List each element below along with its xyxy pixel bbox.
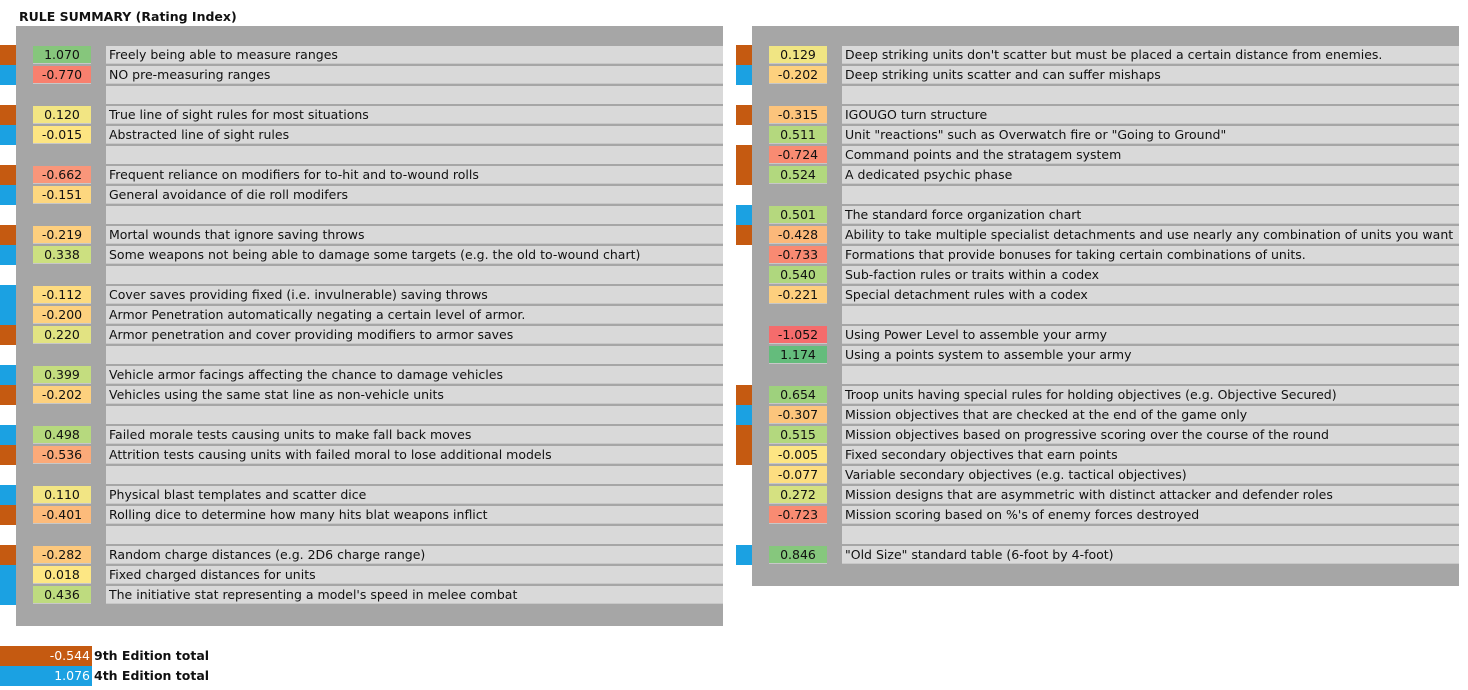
rule-row bbox=[752, 265, 1459, 285]
rating-value: 0.515 bbox=[769, 426, 827, 444]
edition-4th-marker bbox=[0, 565, 16, 585]
rule-row bbox=[16, 585, 723, 605]
cell-divider bbox=[827, 426, 842, 444]
rating-value: 0.220 bbox=[33, 326, 91, 344]
rule-label: Vehicle armor facings affecting the chance to damage vehicles bbox=[106, 366, 723, 384]
edition-9th-marker bbox=[0, 105, 16, 125]
rating-value: -0.770 bbox=[33, 66, 91, 84]
edition-9th-marker bbox=[0, 385, 16, 405]
edition-4th-marker bbox=[0, 585, 16, 605]
rule-row bbox=[752, 325, 1459, 345]
rule-label: Mission scoring based on %'s of enemy forces destroyed bbox=[842, 506, 1459, 524]
rule-label: Some weapons not being able to damage some targets (e.g. the old to-wound chart) bbox=[106, 246, 723, 264]
cell-divider bbox=[91, 306, 106, 324]
rule-row bbox=[16, 445, 723, 465]
rule-row bbox=[752, 105, 1459, 125]
rating-value: 0.846 bbox=[769, 546, 827, 564]
cell-divider bbox=[827, 166, 842, 184]
edition-9th-marker bbox=[0, 45, 16, 65]
total-value: 1.076 bbox=[0, 666, 92, 686]
rule-label: NO pre-measuring ranges bbox=[106, 66, 723, 84]
rating-value: 0.501 bbox=[769, 206, 827, 224]
cell-divider bbox=[827, 46, 842, 64]
rule-row bbox=[752, 485, 1459, 505]
rule-row bbox=[752, 45, 1459, 65]
rule-label: Unit "reactions" such as Overwatch fire or "Going to Ground" bbox=[842, 126, 1459, 144]
rule-label: Freely being able to measure ranges bbox=[106, 46, 723, 64]
edition-9th-marker bbox=[0, 545, 16, 565]
rule-label: Formations that provide bonuses for taking certain combinations of units. bbox=[842, 246, 1459, 264]
rating-value: 0.272 bbox=[769, 486, 827, 504]
rating-value: -0.428 bbox=[769, 226, 827, 244]
edition-4th-marker bbox=[0, 245, 16, 265]
total-label: 4th Edition total bbox=[94, 668, 210, 683]
spacer-row bbox=[842, 306, 1459, 324]
rating-value: -0.200 bbox=[33, 306, 91, 324]
cell-divider bbox=[91, 586, 106, 604]
spacer-row bbox=[106, 86, 723, 104]
rating-value: -0.151 bbox=[33, 186, 91, 204]
edition-4th-marker bbox=[0, 485, 16, 505]
edition-9th-marker bbox=[0, 505, 16, 525]
spacer-row bbox=[842, 86, 1459, 104]
rule-row bbox=[752, 225, 1459, 245]
rule-label: Using a points system to assemble your army bbox=[842, 346, 1459, 364]
rule-row bbox=[16, 225, 723, 245]
cell-divider bbox=[91, 486, 106, 504]
rating-value: 0.338 bbox=[33, 246, 91, 264]
rule-row bbox=[16, 505, 723, 525]
rule-row bbox=[16, 245, 723, 265]
edition-9th-marker bbox=[736, 445, 752, 465]
rule-label: Deep striking units don't scatter but must be placed a certain distance from enemies. bbox=[842, 46, 1459, 64]
cell-divider bbox=[827, 486, 842, 504]
rule-label: Sub-faction rules or traits within a codex bbox=[842, 266, 1459, 284]
spacer-row bbox=[106, 526, 723, 544]
rule-label: Random charge distances (e.g. 2D6 charge range) bbox=[106, 546, 723, 564]
edition-9th-marker bbox=[736, 225, 752, 245]
rule-row bbox=[752, 545, 1459, 565]
rule-row bbox=[16, 45, 723, 65]
rule-row bbox=[16, 485, 723, 505]
rule-row bbox=[752, 145, 1459, 165]
rule-row bbox=[752, 465, 1459, 485]
edition-9th-marker bbox=[736, 425, 752, 445]
edition-4th-marker bbox=[0, 65, 16, 85]
rule-row bbox=[752, 65, 1459, 85]
rating-value: 0.540 bbox=[769, 266, 827, 284]
rating-value: 0.018 bbox=[33, 566, 91, 584]
rule-label: Armor penetration and cover providing modifiers to armor saves bbox=[106, 326, 723, 344]
rule-row bbox=[752, 445, 1459, 465]
cell-divider bbox=[91, 506, 106, 524]
rule-label: Command points and the stratagem system bbox=[842, 146, 1459, 164]
cell-divider bbox=[827, 66, 842, 84]
rule-row bbox=[16, 105, 723, 125]
edition-4th-marker bbox=[736, 65, 752, 85]
rating-value: 0.399 bbox=[33, 366, 91, 384]
rating-value: 0.120 bbox=[33, 106, 91, 124]
cell-divider bbox=[827, 326, 842, 344]
page-title: RULE SUMMARY (Rating Index) bbox=[19, 9, 237, 24]
cell-divider bbox=[91, 566, 106, 584]
left-rules-panel bbox=[16, 26, 723, 626]
edition-9th-marker bbox=[736, 385, 752, 405]
right-rules-panel bbox=[752, 26, 1459, 586]
cell-divider bbox=[827, 506, 842, 524]
cell-divider bbox=[91, 226, 106, 244]
rule-label: Mission objectives based on progressive scoring over the course of the round bbox=[842, 426, 1459, 444]
cell-divider bbox=[91, 66, 106, 84]
rule-label: Variable secondary objectives (e.g. tactical objectives) bbox=[842, 466, 1459, 484]
cell-divider bbox=[827, 266, 842, 284]
rating-value: -0.662 bbox=[33, 166, 91, 184]
edition-9th-marker bbox=[0, 225, 16, 245]
cell-divider bbox=[827, 246, 842, 264]
cell-divider bbox=[91, 386, 106, 404]
rule-label: Special detachment rules with a codex bbox=[842, 286, 1459, 304]
rating-value: -0.005 bbox=[769, 446, 827, 464]
edition-4th-marker bbox=[736, 545, 752, 565]
rule-row bbox=[752, 345, 1459, 365]
rating-value: -0.315 bbox=[769, 106, 827, 124]
rule-label: The initiative stat representing a model's speed in melee combat bbox=[106, 586, 723, 604]
rule-row bbox=[752, 125, 1459, 145]
rule-label: Attrition tests causing units with failed moral to lose additional models bbox=[106, 446, 723, 464]
cell-divider bbox=[827, 146, 842, 164]
rating-value: -0.202 bbox=[33, 386, 91, 404]
edition-4th-marker bbox=[0, 305, 16, 325]
rule-label: Rolling dice to determine how many hits blat weapons inflict bbox=[106, 506, 723, 524]
rule-label: Mission designs that are asymmetric with distinct attacker and defender roles bbox=[842, 486, 1459, 504]
rule-row bbox=[16, 185, 723, 205]
rule-row bbox=[16, 565, 723, 585]
rule-label: Frequent reliance on modifiers for to-hit and to-wound rolls bbox=[106, 166, 723, 184]
rating-value: -0.733 bbox=[769, 246, 827, 264]
rule-label: Fixed charged distances for units bbox=[106, 566, 723, 584]
rating-value: 0.110 bbox=[33, 486, 91, 504]
edition-4th-marker bbox=[0, 425, 16, 445]
edition-4th-marker bbox=[0, 185, 16, 205]
rating-value: 0.436 bbox=[33, 586, 91, 604]
rule-label: Fixed secondary objectives that earn points bbox=[842, 446, 1459, 464]
cell-divider bbox=[827, 446, 842, 464]
spacer-row bbox=[106, 466, 723, 484]
rule-row bbox=[16, 325, 723, 345]
rating-value: 0.498 bbox=[33, 426, 91, 444]
rating-value: 0.654 bbox=[769, 386, 827, 404]
rule-label: Deep striking units scatter and can suffer mishaps bbox=[842, 66, 1459, 84]
edition-4th-marker bbox=[736, 405, 752, 425]
spacer-row bbox=[842, 526, 1459, 544]
edition-9th-marker bbox=[736, 105, 752, 125]
edition-4th-marker bbox=[736, 205, 752, 225]
rule-row bbox=[16, 365, 723, 385]
rule-label: A dedicated psychic phase bbox=[842, 166, 1459, 184]
cell-divider bbox=[827, 286, 842, 304]
rating-value: -0.401 bbox=[33, 506, 91, 524]
edition-4th-marker bbox=[0, 285, 16, 305]
rating-value: 0.129 bbox=[769, 46, 827, 64]
cell-divider bbox=[827, 206, 842, 224]
rating-value: 0.511 bbox=[769, 126, 827, 144]
total-value: -0.544 bbox=[0, 646, 92, 666]
cell-divider bbox=[827, 466, 842, 484]
rating-value: -0.723 bbox=[769, 506, 827, 524]
rule-label: "Old Size" standard table (6-foot by 4-foot) bbox=[842, 546, 1459, 564]
rule-row bbox=[16, 305, 723, 325]
rule-row bbox=[16, 65, 723, 85]
rule-row bbox=[16, 125, 723, 145]
spacer-row bbox=[106, 266, 723, 284]
rule-label: Ability to take multiple specialist detachments and use nearly any combination of units you want bbox=[842, 226, 1459, 244]
rating-value: 1.070 bbox=[33, 46, 91, 64]
rating-value: -0.015 bbox=[33, 126, 91, 144]
rule-row bbox=[752, 385, 1459, 405]
rating-value: -0.724 bbox=[769, 146, 827, 164]
rule-label: Failed morale tests causing units to make fall back moves bbox=[106, 426, 723, 444]
rating-value: 0.524 bbox=[769, 166, 827, 184]
rating-value: 1.174 bbox=[769, 346, 827, 364]
total-row-4th bbox=[0, 666, 260, 686]
rule-row bbox=[752, 285, 1459, 305]
rule-label: Abstracted line of sight rules bbox=[106, 126, 723, 144]
cell-divider bbox=[91, 366, 106, 384]
cell-divider bbox=[91, 546, 106, 564]
cell-divider bbox=[91, 106, 106, 124]
spacer-row bbox=[842, 186, 1459, 204]
spacer-row bbox=[106, 406, 723, 424]
rating-value: -0.077 bbox=[769, 466, 827, 484]
cell-divider bbox=[827, 406, 842, 424]
rating-value: -0.202 bbox=[769, 66, 827, 84]
rule-row bbox=[752, 425, 1459, 445]
rule-label: General avoidance of die roll modifers bbox=[106, 186, 723, 204]
rule-row bbox=[16, 285, 723, 305]
edition-9th-marker bbox=[736, 165, 752, 185]
cell-divider bbox=[827, 546, 842, 564]
cell-divider bbox=[827, 346, 842, 364]
rating-value: -0.307 bbox=[769, 406, 827, 424]
edition-9th-marker bbox=[736, 145, 752, 165]
cell-divider bbox=[827, 386, 842, 404]
edition-9th-marker bbox=[0, 445, 16, 465]
rating-value: -0.219 bbox=[33, 226, 91, 244]
cell-divider bbox=[91, 246, 106, 264]
rule-label: Armor Penetration automatically negating a certain level of armor. bbox=[106, 306, 723, 324]
edition-4th-marker bbox=[0, 125, 16, 145]
cell-divider bbox=[91, 426, 106, 444]
edition-9th-marker bbox=[736, 45, 752, 65]
spacer-row bbox=[106, 146, 723, 164]
cell-divider bbox=[91, 286, 106, 304]
rule-row bbox=[16, 165, 723, 185]
cell-divider bbox=[91, 46, 106, 64]
rule-row bbox=[16, 385, 723, 405]
rule-label: Vehicles using the same stat line as non-vehicle units bbox=[106, 386, 723, 404]
rating-value: -0.536 bbox=[33, 446, 91, 464]
spacer-row bbox=[842, 366, 1459, 384]
edition-4th-marker bbox=[0, 365, 16, 385]
rule-row bbox=[16, 425, 723, 445]
rating-value: -1.052 bbox=[769, 326, 827, 344]
rating-value: -0.282 bbox=[33, 546, 91, 564]
rule-label: Cover saves providing fixed (i.e. invulnerable) saving throws bbox=[106, 286, 723, 304]
edition-9th-marker bbox=[0, 165, 16, 185]
rule-label: Using Power Level to assemble your army bbox=[842, 326, 1459, 344]
cell-divider bbox=[91, 166, 106, 184]
cell-divider bbox=[91, 126, 106, 144]
total-row-9th bbox=[0, 646, 260, 666]
rule-row bbox=[752, 245, 1459, 265]
rule-label: The standard force organization chart bbox=[842, 206, 1459, 224]
cell-divider bbox=[827, 106, 842, 124]
rule-label: IGOUGO turn structure bbox=[842, 106, 1459, 124]
rule-label: True line of sight rules for most situations bbox=[106, 106, 723, 124]
rule-row bbox=[16, 545, 723, 565]
rule-label: Mortal wounds that ignore saving throws bbox=[106, 226, 723, 244]
cell-divider bbox=[827, 226, 842, 244]
spacer-row bbox=[106, 206, 723, 224]
spacer-row bbox=[106, 346, 723, 364]
cell-divider bbox=[91, 446, 106, 464]
rule-row bbox=[752, 165, 1459, 185]
total-label: 9th Edition total bbox=[94, 648, 210, 663]
rule-row bbox=[752, 405, 1459, 425]
rating-value: -0.112 bbox=[33, 286, 91, 304]
rule-label: Mission objectives that are checked at the end of the game only bbox=[842, 406, 1459, 424]
rule-row bbox=[752, 505, 1459, 525]
rating-value: -0.221 bbox=[769, 286, 827, 304]
edition-9th-marker bbox=[0, 325, 16, 345]
rule-label: Troop units having special rules for holding objectives (e.g. Objective Secured) bbox=[842, 386, 1459, 404]
cell-divider bbox=[91, 326, 106, 344]
cell-divider bbox=[91, 186, 106, 204]
rule-row bbox=[752, 205, 1459, 225]
rule-label: Physical blast templates and scatter dice bbox=[106, 486, 723, 504]
cell-divider bbox=[827, 126, 842, 144]
